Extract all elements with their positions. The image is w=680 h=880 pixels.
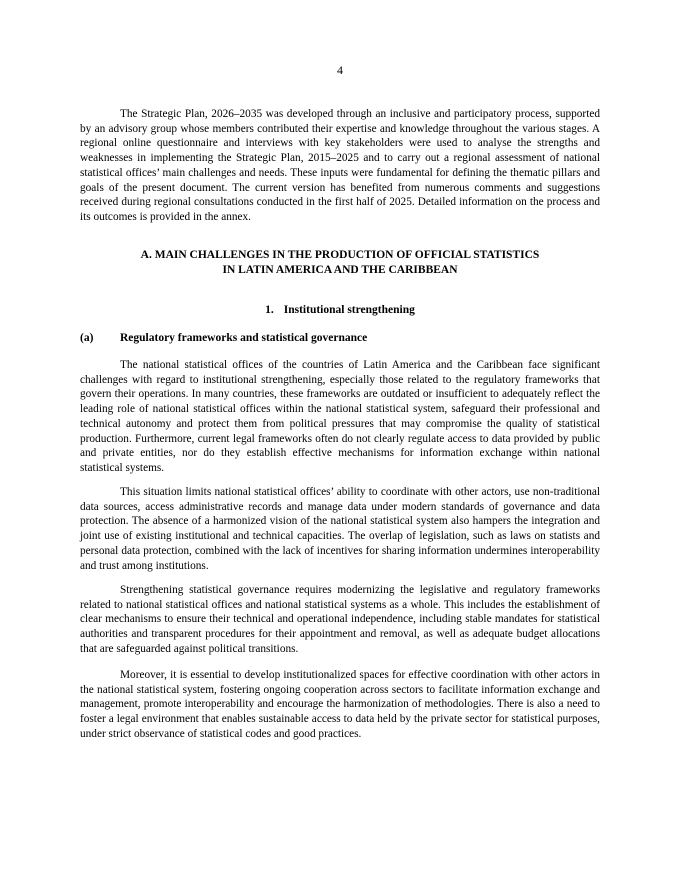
body-paragraph-block-1	[80, 358, 600, 476]
page-number: 4	[337, 63, 343, 77]
sub-subsection-title: Regulatory frameworks and statistical governance	[120, 332, 368, 344]
subsection-heading	[80, 303, 600, 318]
body-paragraph-block-3	[80, 583, 600, 657]
body-paragraph-block-2	[80, 485, 600, 573]
section-heading-line-1: A. MAIN CHALLENGES IN THE PRODUCTION OF OFFICIAL STATISTICS	[140, 249, 540, 261]
subsection-title: Institutional strengthening	[283, 304, 415, 316]
body-paragraph: Strengthening statistical governance requires modernizing the legislative and regulatory frameworks related to national statistical offices and national statistical systems as a whole. This includes the establishment of clear mechanisms to ensure their technical and operational independence, including stable mandates for statistical authorities and transparent procedures for their appointment and removal, as well as adequate budget allocations that are safeguarded against political transitions.	[80, 584, 600, 655]
body-paragraph: This situation limits national statistical offices’ ability to coordinate with other actors, use non-traditional data sources, access administrative records and manage data under modern standards of governance and data protection. The absence of a harmonized vision of the national statistical system also hampers the integration and joint use of existing institutional and technical capacities. The overlap of legislation, such as laws on statists and personal data protection, combined with the lack of incentives for sharing information undermines interoperability and trust among institutions.	[80, 486, 600, 572]
section-heading	[80, 248, 600, 278]
section-heading-line-2: IN LATIN AMERICA AND THE CARIBBEAN	[222, 264, 458, 276]
body-paragraph: The national statistical offices of the countries of Latin America and the Caribbean face significant challenges with regard to institutional strengthening, especially those related to the regulatory frameworks that govern their operations. In many countries, these frameworks are outdated or insufficient to adequately reflect the leading role of national statistical offices within the national statistical system, safeguard their professional and technical autonomy and protect them from political pressures that may compromise the quality of statistical production. Furthermore, current legal frameworks often do not clearly regulate access to data provided by public and private entities, nor do they establish effective mechanisms for information exchange within national statistical systems.	[80, 359, 600, 474]
body-paragraph: Moreover, it is essential to develop institutionalized spaces for effective coordination with other actors in the national statistical system, fostering ongoing cooperation across sectors to facilitate information exchange and management, promote interoperability and encourage the harmonization of methodologies. There is also a need to foster a legal environment that enables sustainable access to data held by the private sector for statistical purposes, under strict observance of statistical codes and good practices.	[80, 669, 600, 740]
intro-section	[80, 107, 600, 225]
body-paragraph-block-4	[80, 668, 600, 742]
subsection-number: 1.	[265, 304, 274, 316]
sub-subsection-label: (a)	[80, 332, 94, 344]
intro-paragraph: The Strategic Plan, 2026–2035 was developed through an inclusive and participatory process, supported by an advisory group whose members contributed their expertise and knowledge throughout the various stages. A regional online questionnaire and interviews with key stakeholders were used to analyse the strengths and weaknesses in implementing the Strategic Plan, 2015–2025 and to carry out a regional assessment of national statistical offices’ main challenges and needs. These inputs were fundamental for defining the thematic pillars and goals of the present document. The current version has benefited from numerous comments and suggestions received during regional consultations conducted in the first half of 2025. Detailed information on the process and its outcomes is provided in the annex.	[80, 108, 600, 223]
sub-subsection-heading	[80, 331, 600, 346]
